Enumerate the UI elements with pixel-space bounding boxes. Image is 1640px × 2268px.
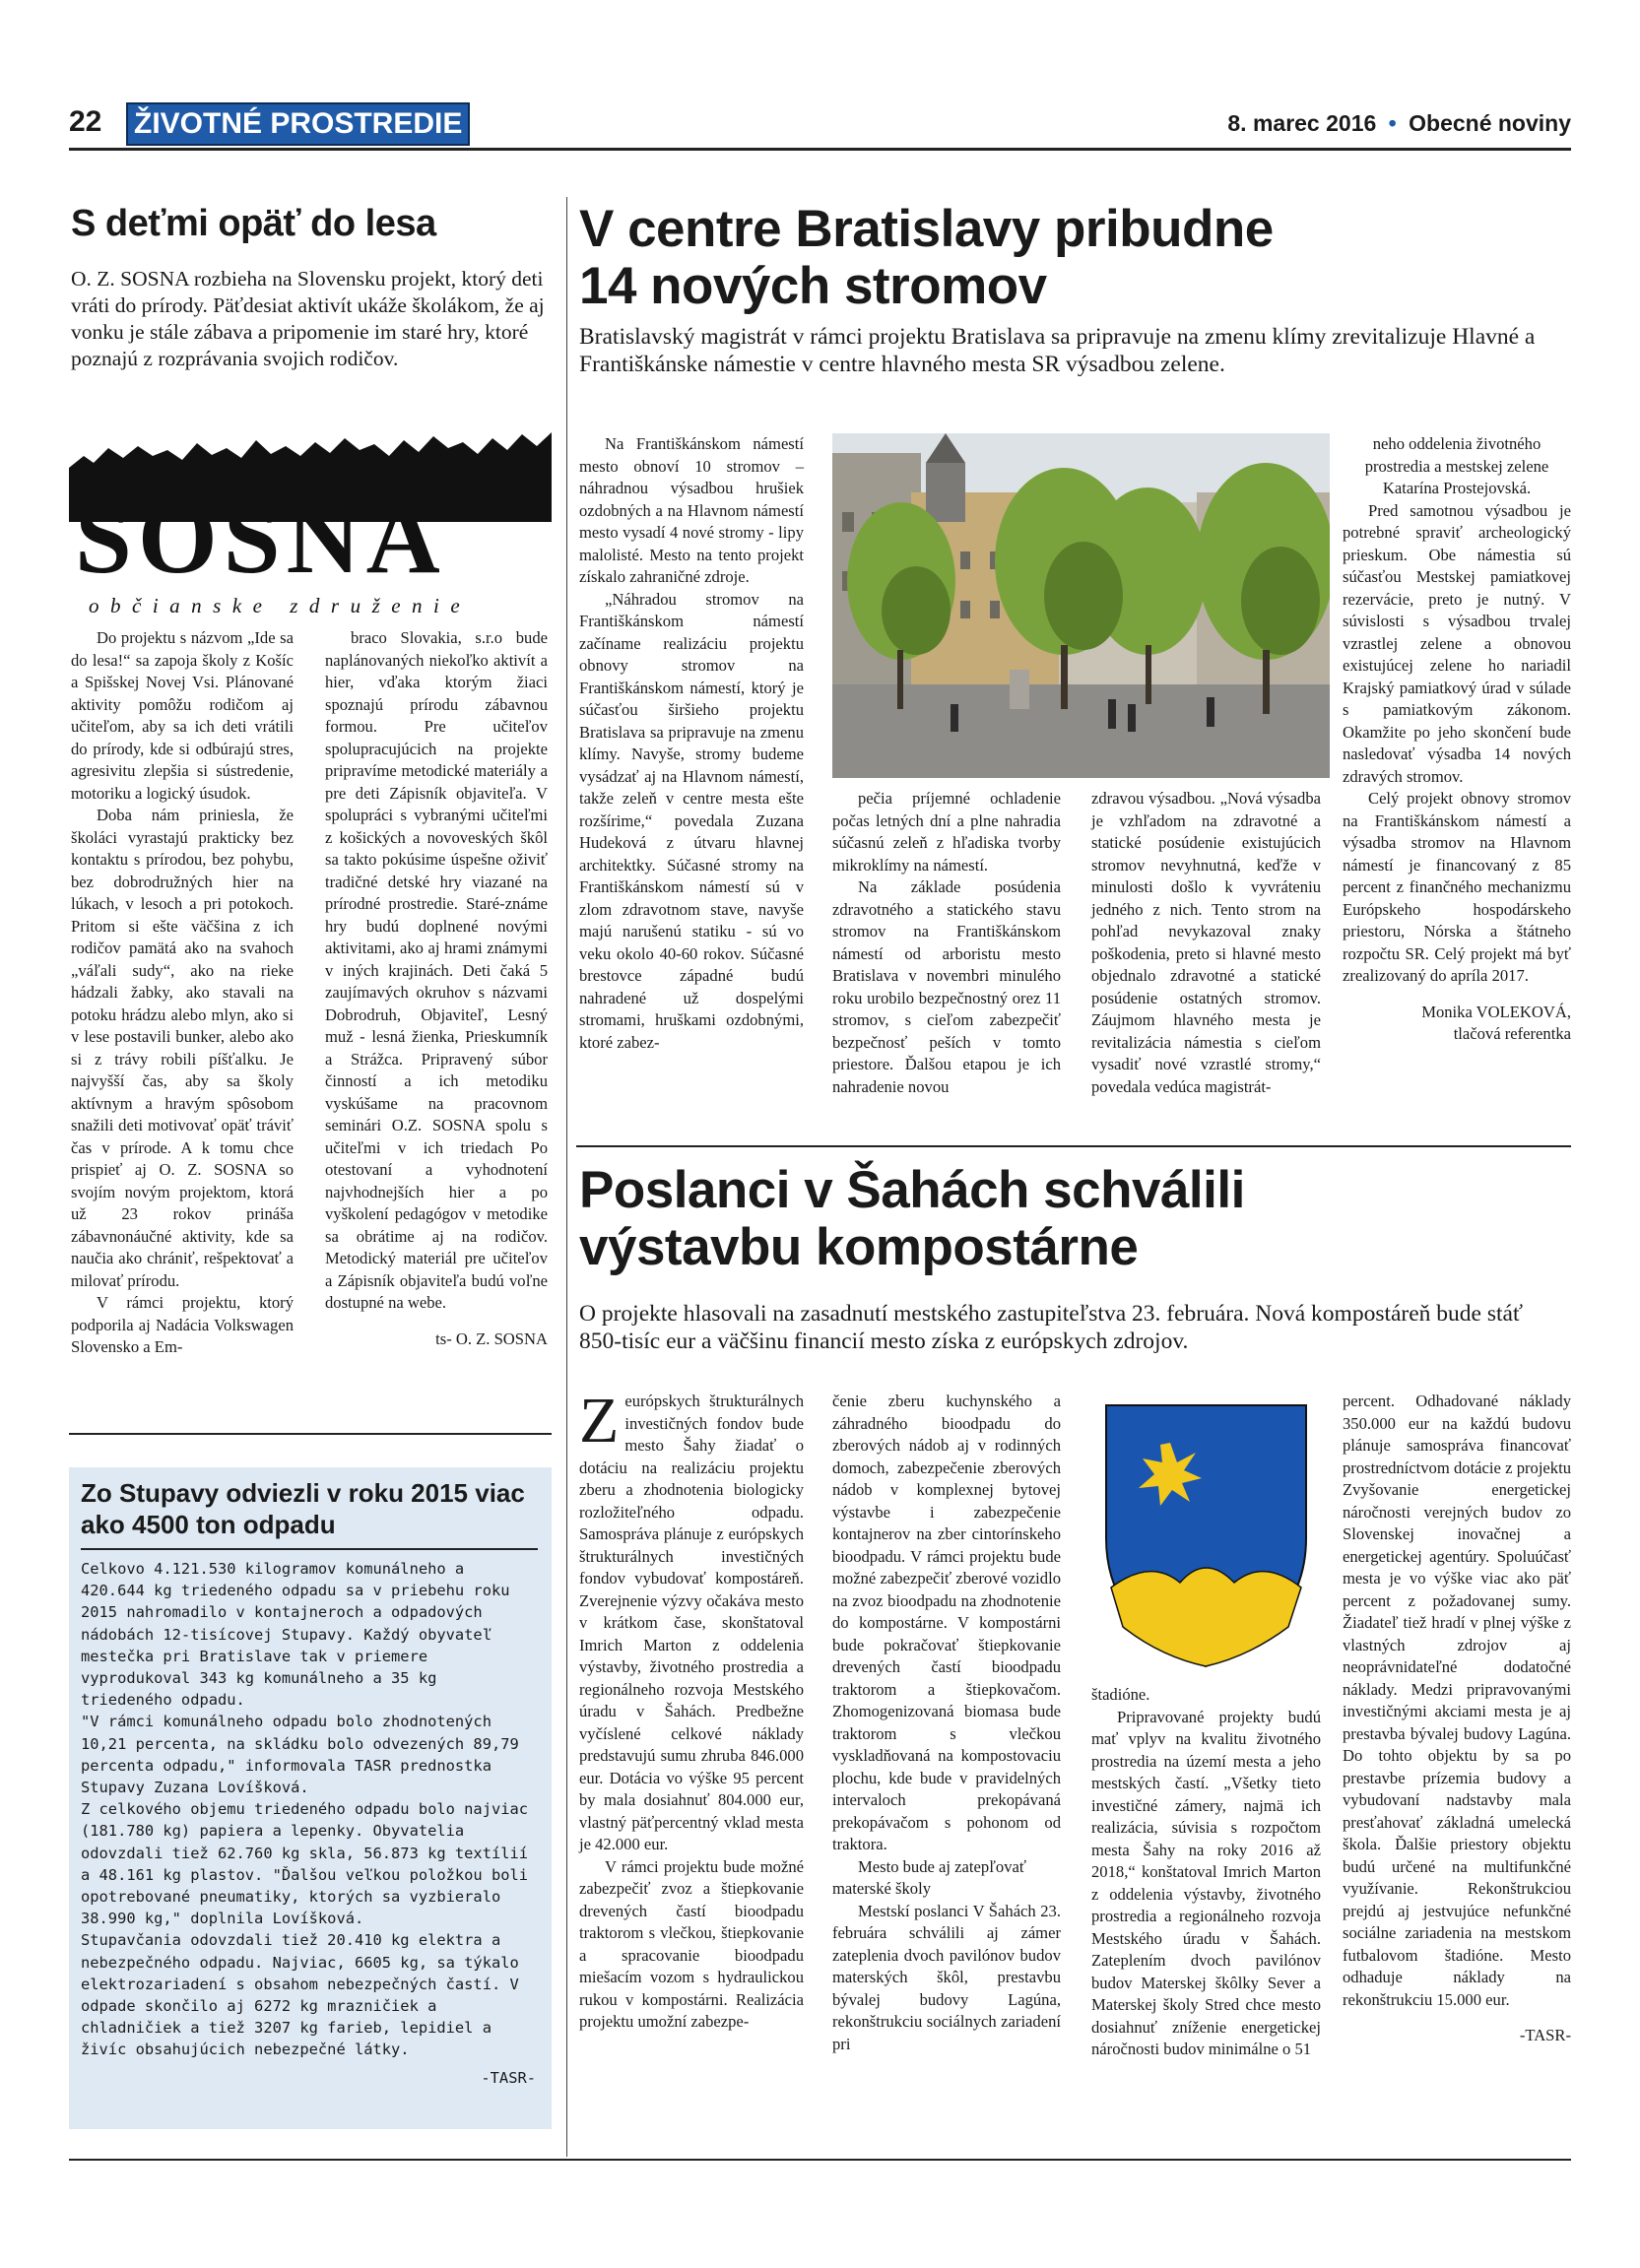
sosna-column-2 <box>325 627 548 1350</box>
paragraph: neho oddelenia životného prostredia a mestskej zelene Katarína Prostejovská. <box>1364 434 1549 497</box>
paragraph: Pred samotnou výsadbou je potrebné spraviť archeologický prieskum. Obe námestia sú súčasťou Mestskej pamiatkovej rezervácie, preto je nutný. V súvislosti s výsadbou trvalej vzrastlej zelene a obnovou existujúcej zelene ho nariadil Krajský pamiatkový úrad v súlade s pamiatkovým zákonom. Okamžite po jeho skončení bude nasledovať výsadba 14 nových zdravých stromov. <box>1343 500 1571 786</box>
sosna-logo-sub: občianske združenie <box>89 594 472 617</box>
bullet: • <box>1388 110 1397 136</box>
paragraph: Stupavčania odovzdali tiež 20.410 kg elektra a nebezpečného odpadu. Najviac, 6605 kg, sa týkalo elektrozariadení s obsahom nebezpečných častí. V odpade skončilo aj 6272 kg mrazničiek a chladničiek a tiež 3207 kg farieb, lepidiel a živíc obsahujúcich nebezpečné látky. <box>81 1931 519 2059</box>
trees-column-2 <box>832 788 1061 1098</box>
dropcap: Z <box>579 1385 620 1457</box>
trees-title-line-1: V centre Bratislavy pribudne <box>579 200 1274 258</box>
sahy-lead: O projekte hlasovali na zasadnutí mestského zastupiteľstva 23. februára. Nová kompostáreň bude stáť 850-tisíc eur a väčšinu financií mesto získa z európskych zdrojov. <box>579 1301 1524 1354</box>
paragraph: „Náhradou stromov na Františkánskom námestí začíname realizáciu projektu obnovy stromov na Františkánskom námestí, ktorý je súčasťou širšieho projektu Bratislava sa pripravuje na zmenu klímy. Navyše, stromy budeme vysádzať aj na Hlavnom námestí, takže zeleň v centre mesta ešte rozšírime,“ povedala Zuzana Hudeková z útvaru hlavnej architektky. Súčasné stromy na Františkánskom námestí sú v zlom zdravotnom stave, navyše majú narušenú statiku - sú vo veku okolo 40-60 rokov. Súčasné brestovce západné budú nahradené už dospelými stromami, hruškami ozdobnými, ktoré zabez- <box>579 589 804 1052</box>
footer-rule <box>69 2159 1571 2161</box>
paragraph: Z celkového objemu triedeného odpadu bolo najviac (181.780 kg) papiera a lepenky. Obyvatelia odovzdali tiež 62.760 kg skla, 56.873 kg textílií a 48.161 kg plastov. "Ďalšou veľkou položkou boli opotrebované pneumatiky, ktorých sa vyzbieralo 38.990 kg," doplnila Lovíšková. <box>81 1800 529 1928</box>
paper-name: Obecné noviny <box>1409 110 1571 136</box>
header-dateline <box>1227 110 1571 137</box>
issue-date: 8. marec 2016 <box>1227 110 1377 136</box>
sahy-title <box>579 1162 1574 1276</box>
sahy-column-3 <box>1091 1684 1321 2061</box>
trees-lead: Bratislavský magistrát v rámci projektu Bratislava sa pripravuje na zmenu klímy zrevitalizuje Hlavné a Františkánske námestie v centre hlavného mesta SR výsadbou zelene. <box>579 324 1536 377</box>
stupava-rule <box>81 1548 538 1550</box>
paragraph: Do projektu s názvom „Ide sa do lesa!“ sa zapoja školy z Košíc a Spišskej Novej Vsi. Plánované aktivity pomôžu rodičom aj učiteľom, aby sa ich deti vrátili do prírody, kde si odbúrajú stres, agresivitu zlepšia si sústredenie, motoriku a logický úsudok. <box>71 628 294 803</box>
sahy-column-4 <box>1343 1391 1571 2047</box>
trees-column-4 <box>1343 433 1571 1046</box>
sahy-column-1 <box>579 1385 804 2034</box>
paragraph: Doba nám priniesla, že školáci vyrastajú prakticky bez kontaktu s prírodou, bez pohybu, bez dobrodružných hier na lúkach, v lesoch a pri potokoch. Pritom si ešte väčšina z ich rodičov pamätá ako na svahoch „váľali sudy“, ako na rieke hádzali žabky, ako stavali na potoku hrádzu alebo mlyn, ako si v lese postavili bunker, alebo ako si z trávy robili píšťalku. Je najvyšší čas, aby sa školy aktívnym a hravým spôsobom snažili deti motivovať opäť tráviť čas v prírode. A k tomu chce prispieť aj O. Z. SOSNA so svojím novým projektom, ktorá už 23 rokov prináša zábavnonáučné aktivity, kde sa naučia ako chrániť, rešpektovať a milovať prírodu. <box>71 806 294 1290</box>
sahy-column-2 <box>832 1391 1061 2055</box>
sahy-title-line-2: výstavbu kompostárne <box>579 1218 1139 1276</box>
signature: ts- O. Z. SOSNA <box>435 1328 548 1348</box>
sosna-bottom-rule <box>69 1433 552 1435</box>
signature-name: Monika VOLEKOVÁ, <box>1421 1002 1571 1021</box>
stupava-title: Zo Stupavy odviezli v roku 2015 viac ako 4500 ton odpadu <box>81 1478 525 1539</box>
signature-role: tlačová referentka <box>1453 1024 1571 1043</box>
trees-title-line-2: 14 nových stromov <box>579 257 1047 315</box>
paragraph: V rámci projektu, ktorý podporila aj Nadácia Volkswagen Slovensko a Em- <box>71 1293 294 1356</box>
sahy-coat-of-arms <box>1091 1391 1321 1676</box>
column-divider <box>566 197 567 2157</box>
trees-bottom-rule <box>576 1145 1571 1147</box>
stupava-box <box>69 1467 552 2129</box>
section-label: ŽIVOTNÉ PROSTREDIE <box>126 102 470 146</box>
signature: -TASR- <box>481 2068 536 2087</box>
paragraph: Na Františkánskom námestí mesto obnoví 10 stromov – náhradnou výsadbou hrušiek ozdobných a na Hlavnom námestí mesto vysadí 4 nové stromy - lipy malolisté. Mesto na tento projekt získalo zahraničné zdroje. <box>579 434 804 586</box>
sahy-title-line-1: Poslanci v Šahách schválili <box>579 1161 1245 1219</box>
paragraph: V rámci projektu bude možné zabezpečiť zvoz a štiepkovanie drevených častí bioodpadu traktorom s vlečkou, štiepkovanie a spracovanie bioodpadu miešacím vozom s hydraulickou rukou v kompostárni. Realizácia projektu umožní zabezpe- <box>579 1856 804 2031</box>
paragraph: európskych štrukturálnych investičných fondov bude mesto Šahy žiadať o dotáciu na realizáciu projektu zberu a zhodnotenia biologicky rozložiteľného odpadu. Samospráva plánuje z európskych štrukturálnych investičných fondov vybudovať kompostáreň. Zverejnenie výzvy očakáva mesto v krátkom čase, skonštatoval Imrich Marton z oddelenia výstavby, životného prostredia a regionálneho rozvoja Mestského úradu v Šahách. Predbežne vyčíslené celkové náklady predstavujú sumu zhruba 846.000 eur. Dotácia vo výške 95 percent by mala dosiahnuť 804.000 eur, vlastný päťpercentný vklad mesta je 42.000 eur. <box>579 1392 804 1853</box>
paragraph: Mestskí poslanci V Šahách 23. februára schválili aj zámer zateplenia dvoch pavilónov budov materských škôl, prestavbu bývalej budovy Lagúna, rekonštrukciu sociálnych zariadení pri <box>832 1901 1061 2053</box>
paragraph: Celkovo 4.121.530 kilogramov komunálneho a 420.644 kg triedeného odpadu sa v priebehu roku 2015 nahromadilo v kontajneroch a odpadových nádobách 12-tisícovej Stupavy. Každý obyvateľ mestečka pri Bratislave tak v priemere vyprodukoval 343 kg komunálneho a 35 kg triedeného odpadu. <box>81 1560 510 1710</box>
trees-column-3 <box>1091 788 1321 1098</box>
trees-title <box>579 201 1574 315</box>
paragraph: percent. Odhadované náklady 350.000 eur na každú budovu plánuje samospráva financovať prostredníctvom dotácie z projektu Zvyšovanie energetickej náročnosti verejných budov zo Slovenskej inovačnej a energetickej agentúry. Spoluúčasť mesta je vo výške viac ako päť percent z požadovanej sumy. Žiadateľ tiež hradí v plnej výške z vlastných zdrojov aj neoprávnidateľné dodatočné náklady. Medzi pripravovanými investičnými akciami mesta je aj prestavba bývalej budovy Lagúna. Do tohto objektu by sa po prestavbe prízemia budovy a vybudovaní nadstavby mala presťahovať základná umelecká škola. Ďalšie priestory objektu budú určené na multifunkčné využívanie. Rekonštrukciou prejdú aj jestvujúce nefunkčné sociálne zariadenia na mestskom futbalovom štadióne. Mesto odhaduje náklady na rekonštrukciu 15.000 eur. <box>1343 1392 1571 2009</box>
sosna-lead: O. Z. SOSNA rozbieha na Slovensku projekt, ktorý deti vráti do prírody. Päťdesiat aktivít ukáže školákom, že aj vonku je stále zábava a pripomenie im staré hry, ktoré poznajú z rozprávania svojich rodičov. <box>71 267 545 370</box>
subheading: Mesto bude aj zatepľovať materské školy <box>832 1856 1026 1898</box>
paragraph: Pripravované projekty budú mať vplyv na kvalitu životného prostredia na území mesta a jeho mestských častí. „Všetky tieto investičné zámery, najmä ich realizácia, súvisia s rozpočtom mesta Šahy na roky 2016 až 2018,“ konštatoval Imrich Marton z oddelenia výstavby, životného prostredia a regionálneho rozvoja Mestského úradu v Šahách. Zateplením dvoch pavilónov budov Materskej škôlky Sever a Materskej školy Stred chce mesto dosiahnuť zníženie energetickej náročnosti budov minimálne o 51 <box>1091 1707 1321 2058</box>
paragraph: štadióne. <box>1091 1685 1150 1704</box>
paragraph: pečia príjemné ochladenie počas letných dní a plne nahradia súčasnú zeleň z hľadiska tvorby mikroklímy na námestí. <box>832 789 1061 875</box>
bratislava-square-photo <box>832 433 1330 778</box>
sosna-column-1 <box>71 627 294 1359</box>
stupava-body <box>81 1558 536 2089</box>
page-number: 22 <box>69 105 102 138</box>
paragraph: Na základe posúdenia zdravotného a statického stavu stromov na Františkánskom námestí od arboristu mesto Bratislava v novembri minulého roku urobilo bezpečnostný orez 11 stromov, s cieľom zabezpečiť bezpečnosť peších v tomto priestore. Ďalšou etapou je ich nahradenie novou <box>832 877 1061 1096</box>
trees-column-1 <box>579 433 804 1054</box>
header-rule <box>69 148 1571 151</box>
sosna-logo-text: SOSNA <box>75 482 446 595</box>
paragraph: čenie zberu kuchynského a záhradného bioodpadu do zberových nádob aj v rodinných domoch, zabezpečenie zberových nádob v komplexnej bytovej výstavbe i zabezpečenie kontajnerov na zber cintorínskeho bioodpadu. V rámci projektu bude možné zabezpečiť zberové vozidlo na zvoz bioodpadu na zhodnotenie do kompostárne. V kompostárni bude pokračovať štiepkovanie drevených častí bioodpadu traktorom a štiepkovačom. Zhomogenizovaná biomasa bude traktorom s vlečkou vyskladňovaná na kompostovaciu plochu, kde bude v pravidelných intervaloch prekopávaná prekopávačom s pohonom od traktora. <box>832 1392 1061 1853</box>
sosna-logo <box>69 428 552 625</box>
paragraph: Celý projekt obnovy stromov na Františkánskom námestí a výsadba stromov na Hlavnom námestí je financovaný z 85 percent z finančného mechanizmu Európskeho hospodárskeho priestoru, Nórska a štátneho rozpočtu SR. Celý projekt má byť zrealizovaný do apríla 2017. <box>1343 789 1571 985</box>
paragraph: braco Slovakia, s.r.o bude naplánovaných niekoľko aktivít a hier, vďaka ktorým žiaci spoznajú prírodu zábavnou formou. Pre učiteľov spolupracujúcich na projekte pripravíme metodické materiály a pre deti Zápisník objaviteľa. V spolupráci s vybranými učiteľmi z košických a novoveských škôl sa takto pokúsime úspešne oživiť tradičné detské hry viazané na prírodné prostredie. Staré-známe hry budú doplnené novými aktivitami, ako aj hrami známymi v iných krajinách. Deti čaká 5 zaujímavých okruhov s názvami Dobrodruh, Objaviteľ, Lesný muž - lesná žienka, Prieskumník a Strážca. Pripravený súbor činností a ich metodiku vyskúšame na pracovnom seminári O.Z. SOSNA spolu s učiteľmi v ich triedach Po otestovaní a vyhodnotení najvhodnejších hier a po vyškolení pedagógov v metodike sa obrátime aj na rodičov. Metodický materiál pre učiteľov a Zápisník objaviteľa budú voľne dostupné na webe. <box>325 628 548 1312</box>
sosna-title: S deťmi opäť do lesa <box>71 203 436 244</box>
signature: -TASR- <box>1519 2026 1571 2044</box>
paragraph: "V rámci komunálneho odpadu bolo zhodnotených 10,21 percenta, na skládku bolo odvezených 89,79 percenta odpadu," informovala TASR prednostka Stupavy Zuzana Lovíšková. <box>81 1713 519 1797</box>
paragraph: zdravou výsadbou. „Nová výsadba je vzhľadom na zdravotné a statické posúdenie existujúcich stromov nevyhnutná, keďže v minulosti došlo k vyvráteniu jedného z nich. Tento strom na pohľad nevykazoval znaky poškodenia, preto si hlavné mesto objednalo zdravotné a statické posúdenie ostatných stromov. Záujmom hlavného mesta je revitalizácia námestia s cieľom vysadiť nové vzrastlé stromy,“ povedala vedúca magistrát- <box>1091 789 1321 1096</box>
